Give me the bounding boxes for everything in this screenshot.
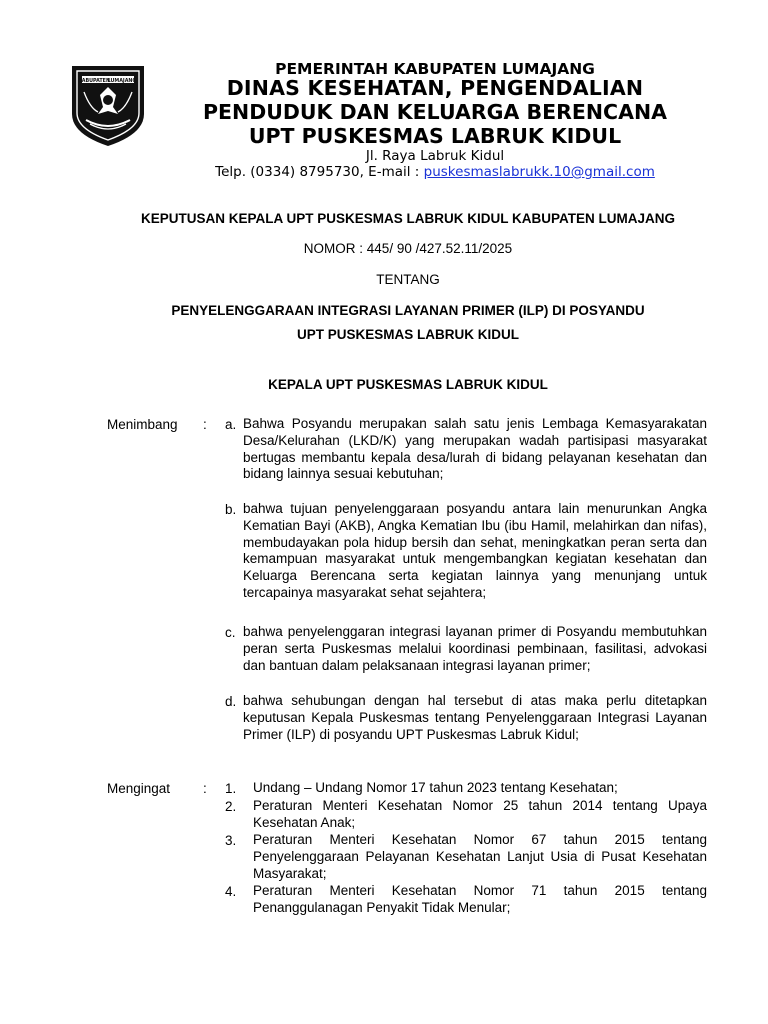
menimbang-marker-a: a. bbox=[225, 417, 237, 432]
mengingat-item-3: Peraturan Menteri Kesehatan Nomor 67 tahun 2015 tentang Penyelenggaraan Pelayanan Kesehatan Lanjut Usia di Pusat Kesehatan Masyarakat; bbox=[253, 832, 707, 881]
mengingat-item-4: Peraturan Menteri Kesehatan Nomor 71 tahun 2015 tentang Penanggulanagan Penyakit Tidak Menular; bbox=[253, 883, 707, 915]
menimbang-colon: : bbox=[203, 417, 207, 432]
contact-line bbox=[160, 164, 710, 180]
subject-line1: PENYELENGGARAAN INTEGRASI LAYANAN PRIMER (ILP) DI POSYANDU bbox=[171, 303, 645, 318]
mengingat-marker-1: 1. bbox=[225, 781, 237, 796]
menimbang-label: Menimbang bbox=[107, 417, 178, 432]
contact-prefix: Telp. (0334) 8795730, E-mail : bbox=[215, 164, 424, 180]
decree-title: KEPUTUSAN KEPALA UPT PUSKESMAS LABRUK KIDUL KABUPATEN LUMAJANG bbox=[140, 211, 675, 226]
mengingat-marker-4: 4. bbox=[225, 884, 237, 899]
subject-line2: UPT PUSKESMAS LABRUK KIDUL bbox=[296, 327, 519, 342]
menimbang-marker-d: d. bbox=[225, 694, 237, 709]
logo-text-left: KABUPATEN bbox=[78, 78, 110, 84]
agency-name-line2: PENDUDUK DAN KELUARGA BERENCANA bbox=[203, 100, 667, 124]
agency-name-line1: DINAS KESEHATAN, PENGENDALIAN bbox=[226, 76, 644, 100]
decree-number: NOMOR : 445/ 90 /427.52.11/2025 bbox=[303, 241, 513, 256]
government-name: PEMERINTAH KABUPATEN LUMAJANG bbox=[275, 60, 595, 78]
logo-text-right: LUMAJANG bbox=[107, 78, 137, 84]
regency-crest-icon bbox=[68, 62, 148, 148]
about-label: TENTANG bbox=[376, 272, 440, 287]
mengingat-marker-3: 3. bbox=[225, 833, 237, 848]
mengingat-marker-2: 2. bbox=[225, 799, 237, 814]
menimbang-item-d: bahwa sehubungan dengan hal tersebut di atas maka perlu ditetapkan keputusan Kepala Puskesmas tentang Penyelenggaraan Integrasi Layanan Primer (ILP) di posyandu UPT Puskesmas Labruk Kidul; bbox=[243, 693, 707, 742]
menimbang-marker-b: b. bbox=[225, 502, 237, 517]
mengingat-label: Mengingat bbox=[107, 781, 171, 796]
email-link[interactable]: puskesmaslabrukk.10@gmail.com bbox=[423, 164, 655, 180]
mengingat-item-1: Undang – Undang Nomor 17 tahun 2023 tentang Kesehatan; bbox=[253, 780, 618, 795]
menimbang-item-c: bahwa penyelenggaran integrasi layanan primer di Posyandu membutuhkan peran serta Puskesmas melalui koordinasi pembinaan, fasilitasi, advokasi dan bantuan dalam pelaksanaan integrasi layanan primer; bbox=[243, 624, 707, 673]
unit-name: UPT PUSKESMAS LABRUK KIDUL bbox=[248, 124, 622, 148]
menimbang-item-b: bahwa tujuan penyelenggaraan posyandu antara lain menurunkan Angka Kematian Bayi (AKB), Angka Kematian Ibu (ibu Hamil, melahirkan dan nifas), membudayakan pola hidup bersih dan sehat, meningkatkan peran serta dan kemampuan masyarakat untuk mengembangkan kegiatan kesehatan dan Keluarga Berencana serta kegiatan lainnya yang menunjang untuk tercapainya masyarakat sehat sejahtera; bbox=[243, 501, 707, 600]
mengingat-colon: : bbox=[203, 781, 207, 796]
menimbang-marker-c: c. bbox=[225, 625, 236, 640]
issuer-heading: KEPALA UPT PUSKESMAS LABRUK KIDUL bbox=[268, 377, 548, 392]
menimbang-item-a: Bahwa Posyandu merupakan salah satu jenis Lembaga Kemasyarakatan Desa/Kelurahan (LKD/K) yang merupakan wadah partisipasi masyarakat bertugas membantu kepala desa/lurah di bidang pelayanan kesehatan dan bidang lainnya sesuai kebutuhan; bbox=[243, 416, 707, 482]
address: Jl. Raya Labruk Kidul bbox=[365, 148, 505, 164]
mengingat-item-2: Peraturan Menteri Kesehatan Nomor 25 tahun 2014 tentang Upaya Kesehatan Anak; bbox=[253, 798, 707, 830]
